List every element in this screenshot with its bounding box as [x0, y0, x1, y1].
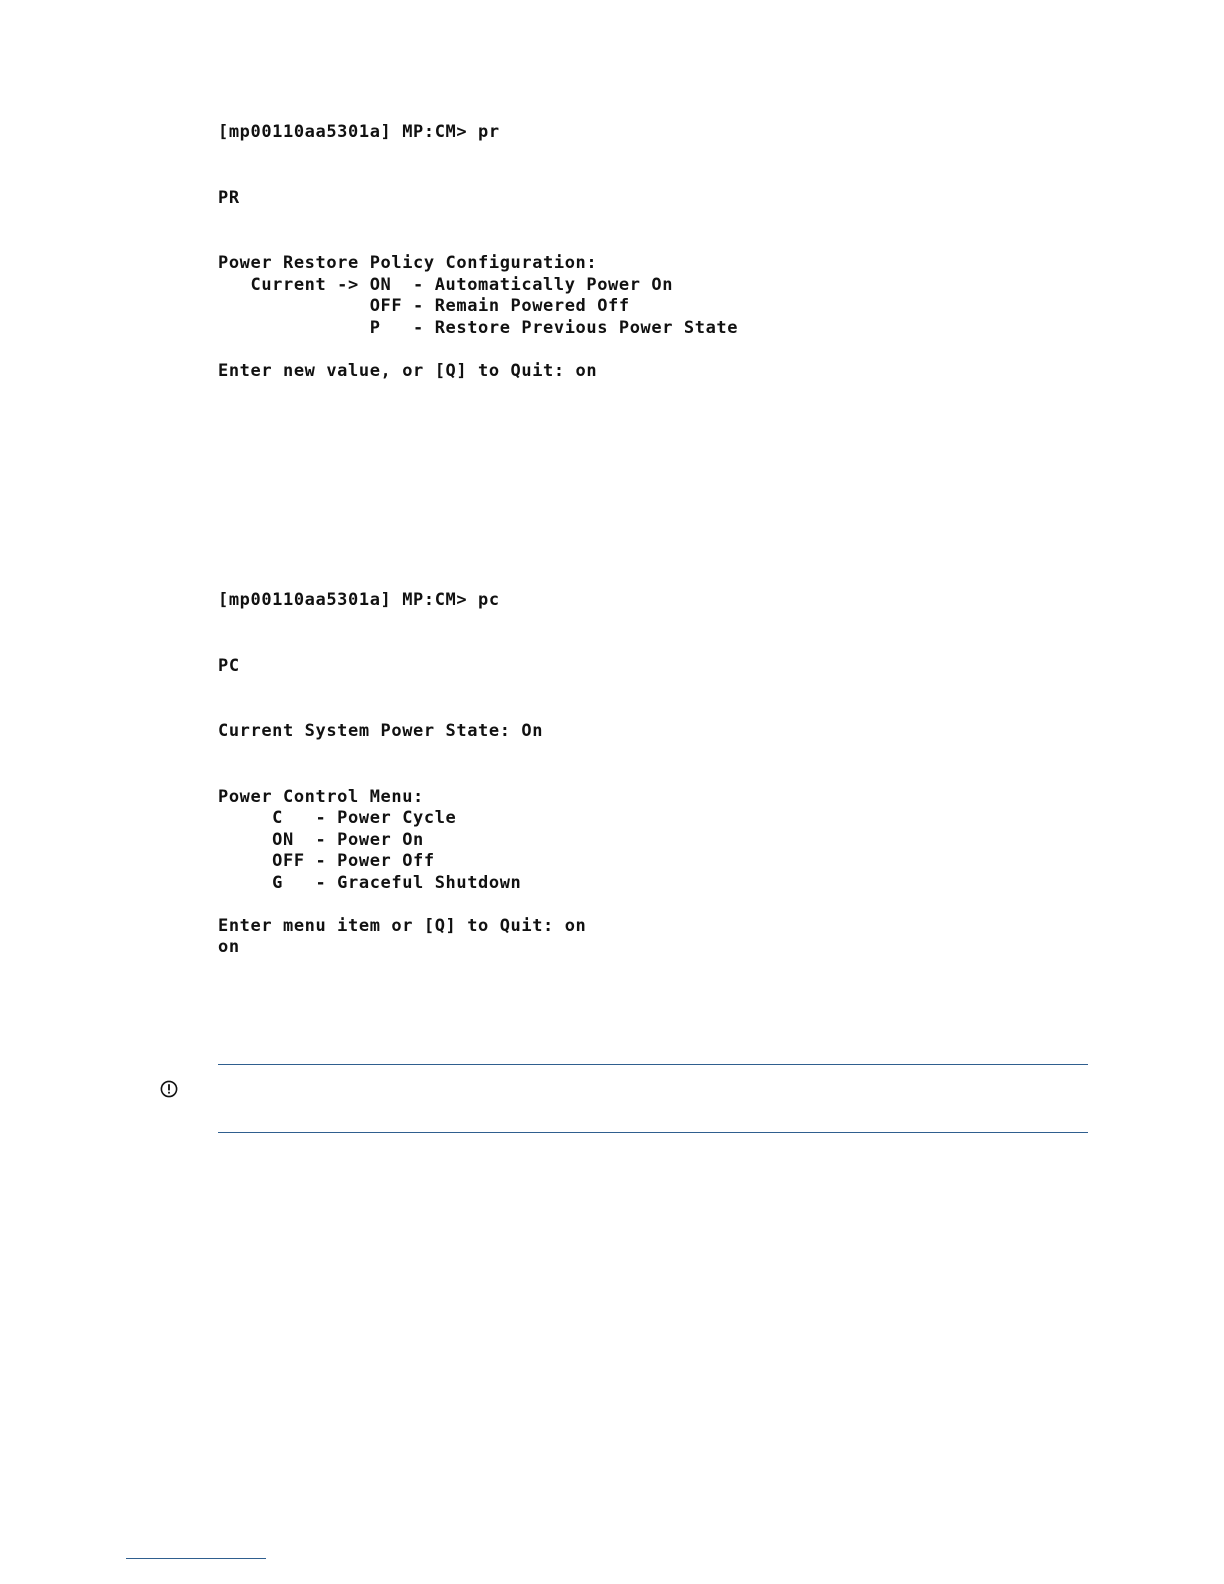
- spacer: [218, 144, 738, 188]
- input-prompt-line: Enter menu item or [Q] to Quit: on: [218, 915, 587, 936]
- input-prompt-line: Enter new value, or [Q] to Quit: on: [218, 360, 598, 381]
- command-echo: PR: [218, 187, 240, 208]
- spacer: [218, 894, 586, 916]
- command-echo: PC: [218, 655, 240, 676]
- spacer: [218, 743, 586, 787]
- menu-option: P - Restore Previous Power State: [218, 317, 739, 338]
- spacer: [218, 209, 738, 253]
- callout-top-rule: [218, 1064, 1088, 1065]
- menu-option: C - Power Cycle: [218, 808, 457, 828]
- command-prompt-line: [mp00110aa5301a] MP:CM> pc: [218, 590, 500, 610]
- important-icon: [160, 1080, 178, 1098]
- callout-bottom-rule: [218, 1132, 1088, 1133]
- menu-option: OFF - Power Off: [218, 851, 435, 871]
- command-prompt-line: [mp00110aa5301a] MP:CM> pr: [218, 122, 500, 142]
- input-echo-line: on: [218, 937, 240, 957]
- spacer: [218, 612, 586, 656]
- menu-option: G - Graceful Shutdown: [218, 872, 522, 893]
- terminal-output-power-restore: [218, 122, 738, 382]
- menu-heading: Power Restore Policy Configuration:: [218, 253, 598, 273]
- power-state-line: Current System Power State: On: [218, 721, 544, 741]
- spacer: [218, 339, 738, 361]
- terminal-output-power-control: [218, 590, 586, 959]
- spacer: [218, 677, 586, 721]
- menu-heading: Power Control Menu:: [218, 786, 424, 807]
- menu-option: OFF - Remain Powered Off: [218, 296, 630, 316]
- footnote-rule: [126, 1558, 266, 1559]
- menu-option: ON - Power On: [218, 829, 424, 850]
- menu-option: Current -> ON - Automatically Power On: [218, 274, 674, 295]
